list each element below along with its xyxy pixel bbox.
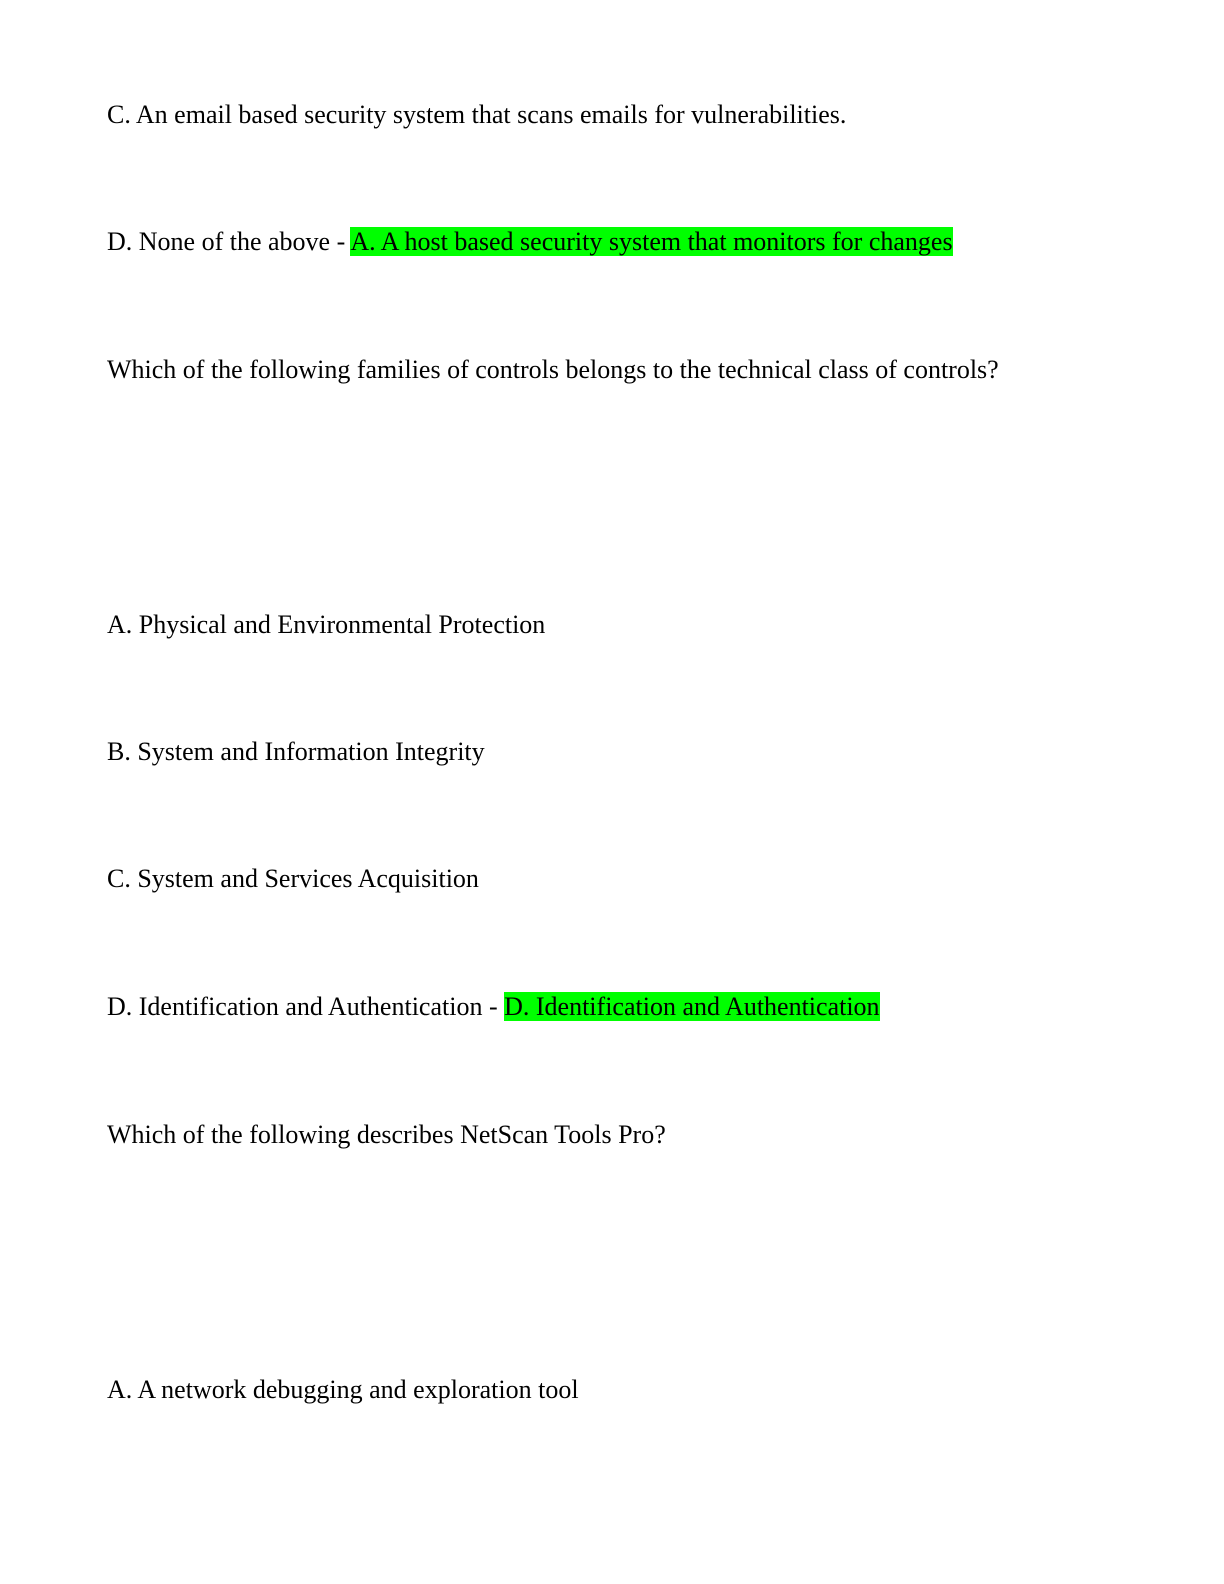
question-netscan-tools-pro: Which of the following describes NetScan Tools Pro? xyxy=(107,1120,666,1149)
option-a-network-debugging-tool: A. A network debugging and exploration tool xyxy=(107,1375,579,1404)
option-c-services-acquisition: C. System and Services Acquisition xyxy=(107,864,479,893)
highlighted-answer: D. Identification and Authentication xyxy=(504,992,880,1021)
option-b-system-integrity: B. System and Information Integrity xyxy=(107,737,485,766)
option-d-none-of-above xyxy=(107,225,953,259)
option-d-text: D. None of the above - xyxy=(107,227,351,256)
option-a-physical-protection: A. Physical and Environmental Protection xyxy=(107,610,546,639)
question-technical-controls: Which of the following families of controls belongs to the technical class of controls? xyxy=(107,355,999,384)
option-d-identification-authentication xyxy=(107,990,880,1024)
option-d-text: D. Identification and Authentication - xyxy=(107,992,505,1021)
highlighted-answer: A. A host based security system that monitors for changes xyxy=(350,227,953,256)
option-c-email-security: C. An email based security system that scans emails for vulnerabilities. xyxy=(107,100,847,129)
